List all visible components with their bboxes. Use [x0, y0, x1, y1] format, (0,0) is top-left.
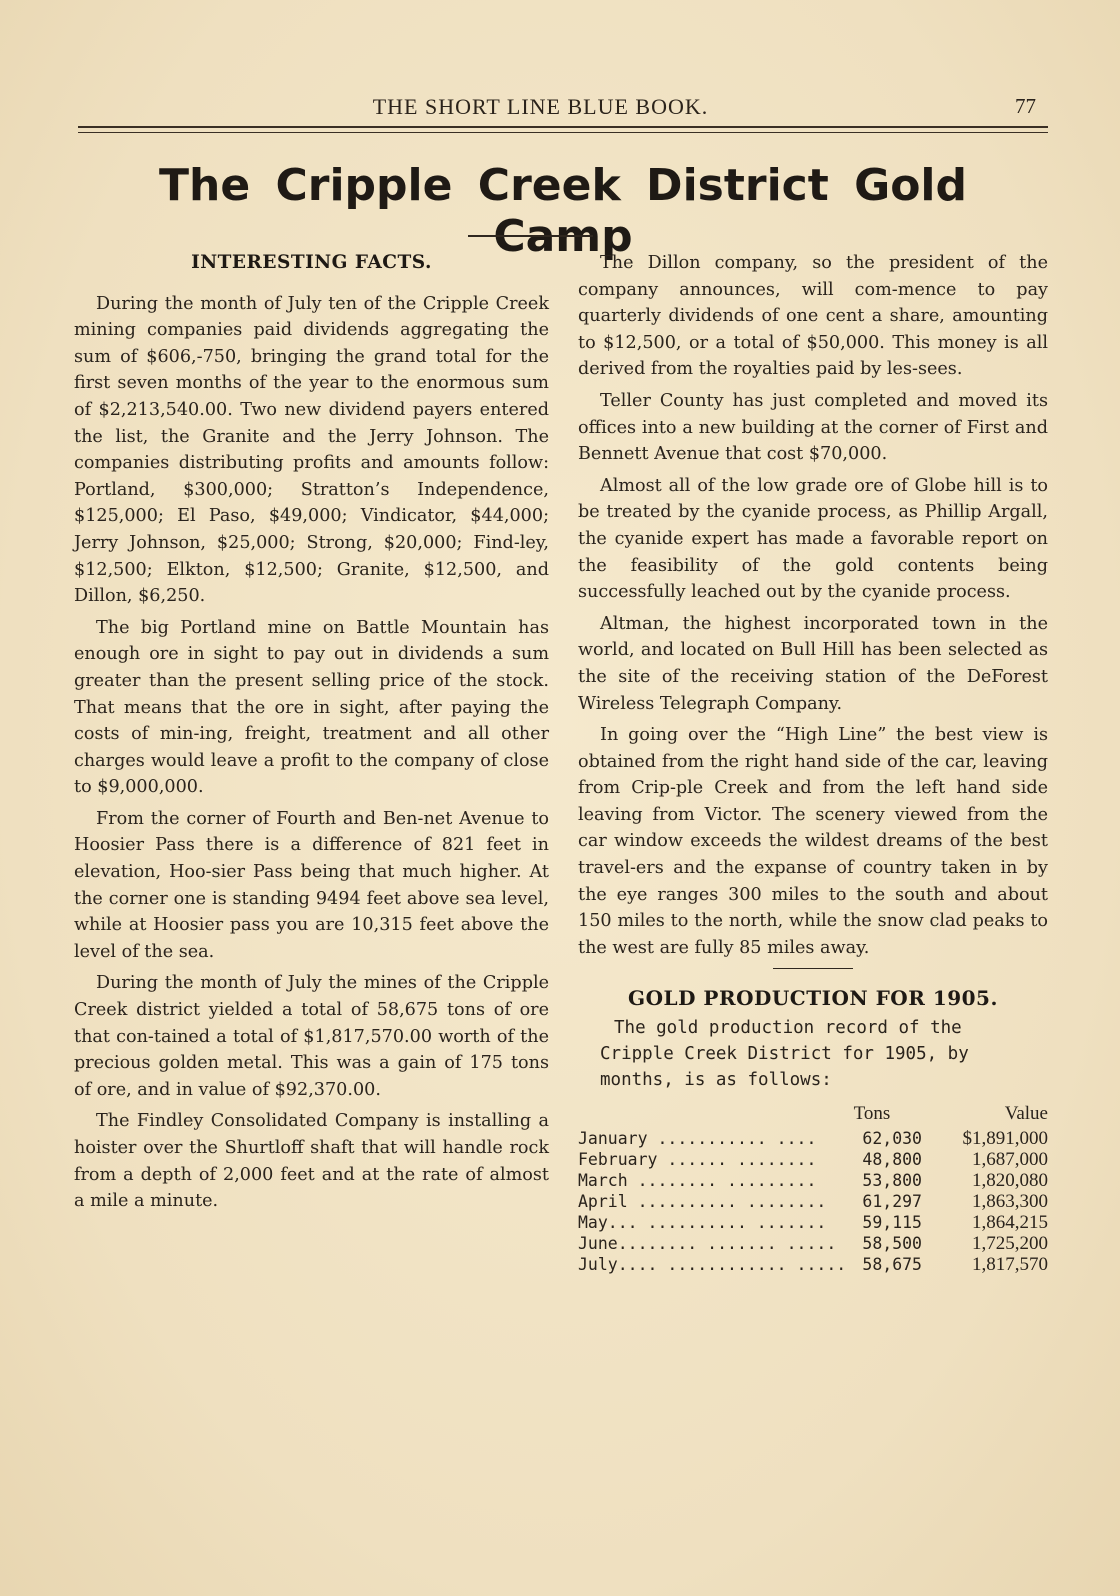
page-title: The Cripple Creek District Gold Camp [158, 160, 968, 262]
month-cell: January ........... .... [578, 1129, 817, 1149]
tons-column-header: Tons [853, 1103, 891, 1125]
paragraph-findley-hoister: The Findley Consolidated Company is installing a hoister over the Shurtloff shaft that will handle rock from a depth of 2,000 feet and at the rate of almost a mile a minute. [74, 1111, 549, 1212]
paragraph-dillon-company: The Dillon company, so the president of the company announces, will com-mence to pay quarterly dividends of one cent a share, amounting to $12,500, or a total of $50,000. This money is all derived from the royalties paid by les-sees. [578, 253, 1048, 380]
paragraph-hoosier-pass: From the corner of Fourth and Ben-net Avenue to Hoosier Pass there is a difference of 821 feet in elevation, Hoo-sier Pass being that much higher. At the corner one is standing 9494 feet above sea level, while at Hoosier pass you are 10,315 feet above the level of the sea. [74, 808, 549, 962]
tons-cell: 58,500 [862, 1234, 922, 1254]
tons-cell: 61,297 [862, 1192, 922, 1212]
paragraph-globe-hill: Almost all of the low grade ore of Globe hill is to be treated by the cyanide process, as Phillip Argall, the cyanide expert has made a favorable report on the feasibility of the gold contents being successfully leached out by the cyanide process. [578, 475, 1048, 603]
tons-cell: 59,115 [862, 1213, 922, 1233]
value-cell: $1,891,000 [962, 1128, 1048, 1150]
month-cell: February ...... ........ [578, 1150, 817, 1170]
month-cell: May... .......... ....... [578, 1213, 827, 1233]
value-cell: 1,820,080 [972, 1170, 1048, 1192]
interesting-facts-heading: INTERESTING FACTS. [191, 252, 432, 273]
tons-cell: 62,030 [862, 1129, 922, 1149]
value-cell: 1,863,300 [972, 1191, 1048, 1213]
tons-cell: 48,800 [862, 1150, 922, 1170]
page-number: 77 [1015, 94, 1036, 118]
table-row [578, 1233, 1048, 1254]
gold-production-table [578, 1096, 1048, 1275]
left-column [74, 250, 549, 1220]
tons-cell: 58,675 [862, 1255, 922, 1275]
paragraph-teller-county: Teller County has just completed and moved its offices into a new building at the corner of First and Bennett Avenue that cost $70,000. [578, 390, 1048, 465]
paragraph-dividends: During the month of July ten of the Cripple Creek mining companies paid dividends aggregating the sum of $606,-750, bringing the grand total for the first seven months of the year to the enormous sum of $2,213,540.00. Two new dividend payers entered the list, the Granite and the Jerry Johnson. The companies distributing profits and amounts follow: Portland, $300,000; Stratton’s Independence, $125,000; El Paso, $49,000; Vindicator, $44,000; Jerry Johnson, $25,000; Strong, $20,000; Find-ley, $12,500; Elkton, $12,500; Granite, $12,500, and Dillon, $6,250. [74, 293, 549, 607]
table-row [578, 1212, 1048, 1233]
table-row [578, 1128, 1048, 1149]
title-rule [468, 235, 593, 237]
value-cell: 1,864,215 [972, 1212, 1048, 1234]
section-divider [773, 968, 853, 969]
tons-cell: 53,800 [862, 1171, 922, 1191]
table-row [578, 1149, 1048, 1170]
paragraph-high-line: In going over the “High Line” the best view is obtained from the right hand side of the car, leaving from Crip-ple Creek and from the left hand side leaving from Victor. The scenery viewed from the car window exceeds the wildest dreams of the best travel-ers and the expanse of country taken in by the eye ranges 300 miles to the south and about 150 miles to the north, while the snow clad peaks to the west are fully 85 miles away. [578, 725, 1048, 958]
month-cell: April .......... ........ [578, 1192, 827, 1212]
month-cell: June........ ....... ..... [578, 1234, 837, 1254]
value-cell: 1,687,000 [972, 1149, 1048, 1171]
gold-intro-line: The gold production record of the [614, 1018, 962, 1039]
gold-production-heading: GOLD PRODUCTION FOR 1905. [628, 986, 998, 1011]
value-cell: 1,817,570 [972, 1254, 1048, 1276]
right-column [578, 250, 1048, 1275]
month-cell: March ........ ......... [578, 1171, 817, 1191]
header-rule [78, 126, 1048, 128]
value-cell: 1,725,200 [972, 1233, 1048, 1255]
paragraph-portland-mine: The big Portland mine on Battle Mountain has enough ore in sight to pay out in dividends a sum greater than the present selling price of the stock. That means that the ore in sight, after paying the costs of min-ing, freight, treatment and all other charges would leave a profit to the company of close to $9,000,000. [74, 617, 549, 798]
month-cell: July.... ............ ..... [578, 1255, 847, 1275]
table-row [578, 1191, 1048, 1212]
gold-intro-line: Cripple Creek District for 1905, by [600, 1044, 969, 1065]
paragraph-altman: Altman, the highest incorporated town in the world, and located on Bull Hill has been selected as the site of the receiving station of the DeForest Wireless Telegraph Company. [578, 613, 1048, 714]
table-header-row [578, 1096, 1048, 1124]
header-rule-thin [78, 132, 1048, 133]
paragraph-july-yield: During the month of July the mines of the Cripple Creek district yielded a total of 58,675 tons of ore that con-tained a total of $1,817,570.00 worth of the precious golden metal. This was a gain of 175 tons of ore, and in value of $92,370.00. [74, 973, 549, 1100]
value-column-header: Value [1004, 1103, 1048, 1125]
table-row [578, 1254, 1048, 1275]
table-row [578, 1170, 1048, 1191]
running-header [78, 92, 1048, 132]
running-title: THE SHORT LINE BLUE BOOK. [372, 94, 709, 119]
gold-intro-line: months, is as follows: [600, 1070, 832, 1091]
